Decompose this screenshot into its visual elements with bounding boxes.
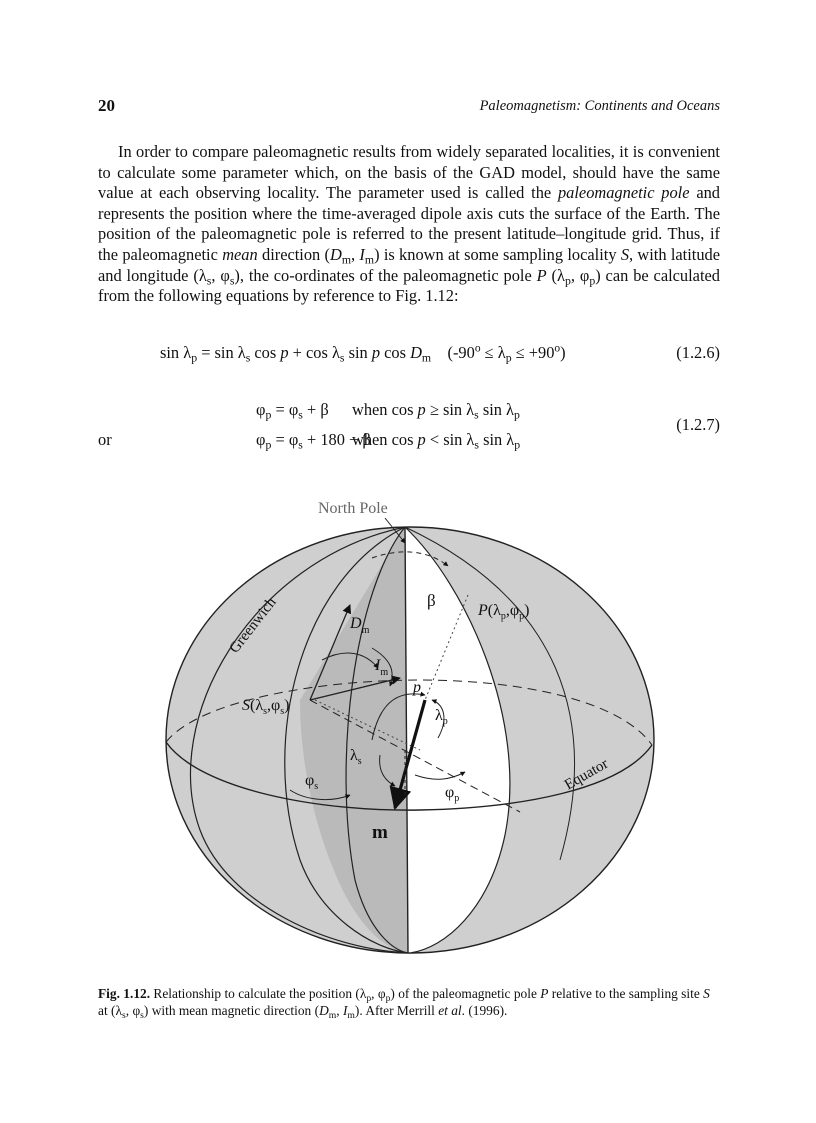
label-pole-coordinates: $P(\lambda_p,\varphi_p)$ (478, 602, 530, 622)
label-p-angle: p (413, 679, 421, 696)
label-m-vector: m (372, 822, 388, 843)
label-declination: $D_m$ (350, 615, 370, 636)
running-title: Paleomagnetism: Continents and Oceans (479, 98, 720, 114)
equation-1-2-6-formula: $\sin \lambda_p = \sin \lambda_s$ $\cos p + \cos \lambda_s$ sin p $\cos D_m$ $(-90^o \le \lambda_p \le +90^o)$ (160, 342, 566, 365)
page-header (98, 96, 720, 120)
label-inclination: $I_m$ (375, 657, 389, 678)
label-lambda-p: $\lambda_p$ (435, 707, 448, 727)
equation-1-2-7-condition-2: when $\cos p < \sin \lambda_s$ $\sin \lambda_p$ (352, 430, 521, 452)
equation-1-2-7-line-2: $\varphi_p = \varphi_s + 180 - \beta$ (256, 430, 371, 452)
label-phi-p: $\varphi_p$ (445, 784, 460, 804)
label-greenwich: Greenwich (226, 594, 280, 657)
figure-caption: Fig. 1.12. Relationship to calculate the position ($\lambda_p$, $\varphi_p$) of the paleomagnetic pole P relative to the sampling site S at ($\lambda_s$, $\varphi_s$) with mean magnetic direction ($D_m$, $I_m$). After Merrill et al. (1996). (98, 986, 710, 1021)
body-paragraph: In order to compare paleomagnetic results from widely separated localities, it is convenient to calculate some parameter which, on the basis of the GAD model, should have the same value at each observing locality. The parameter used is called the paleomagnetic pole and represents the position where the time-averaged dipole axis cuts the surface of the Earth. The position of the paleomagnetic pole is referred to the present latitude–longitude grid. Thus, if the paleomagnetic mean direction ($D_m$, $I_m$) is known at some sampling locality S, with latitude and longitude ($\lambda_s$, $\varphi_s$), the co-ordinates of the paleomagnetic pole P ($\lambda_p$, $\varphi_p$) can be calculated from the following equations by reference to Fig. 1.12: (98, 142, 720, 306)
figure-paleomagnetic-pole-diagram (150, 490, 670, 965)
label-lambda-s: $\lambda_s$ (350, 747, 362, 767)
label-equator: Equator (562, 755, 612, 794)
equation-1-2-6 (98, 343, 720, 367)
equation-1-2-7 (98, 392, 720, 462)
or-label: or (98, 430, 112, 449)
page-number: 20 (98, 96, 115, 115)
label-site-coordinates: $S(\lambda_s,\varphi_s)$ (242, 697, 290, 717)
label-north-pole: North Pole (318, 500, 388, 517)
equation-1-2-7-condition-1: when $\cos p \ge \sin \lambda_s$ $\sin \lambda_p$ (352, 400, 520, 422)
equation-number-1-2-6: (1.2.6) (676, 343, 720, 362)
label-beta: β (427, 591, 436, 610)
label-phi-s: $\varphi_s$ (305, 772, 319, 792)
equation-1-2-7-line-1: $\varphi_p = \varphi_s + \beta$ (256, 400, 329, 422)
equation-number-1-2-7: (1.2.7) (676, 415, 720, 434)
